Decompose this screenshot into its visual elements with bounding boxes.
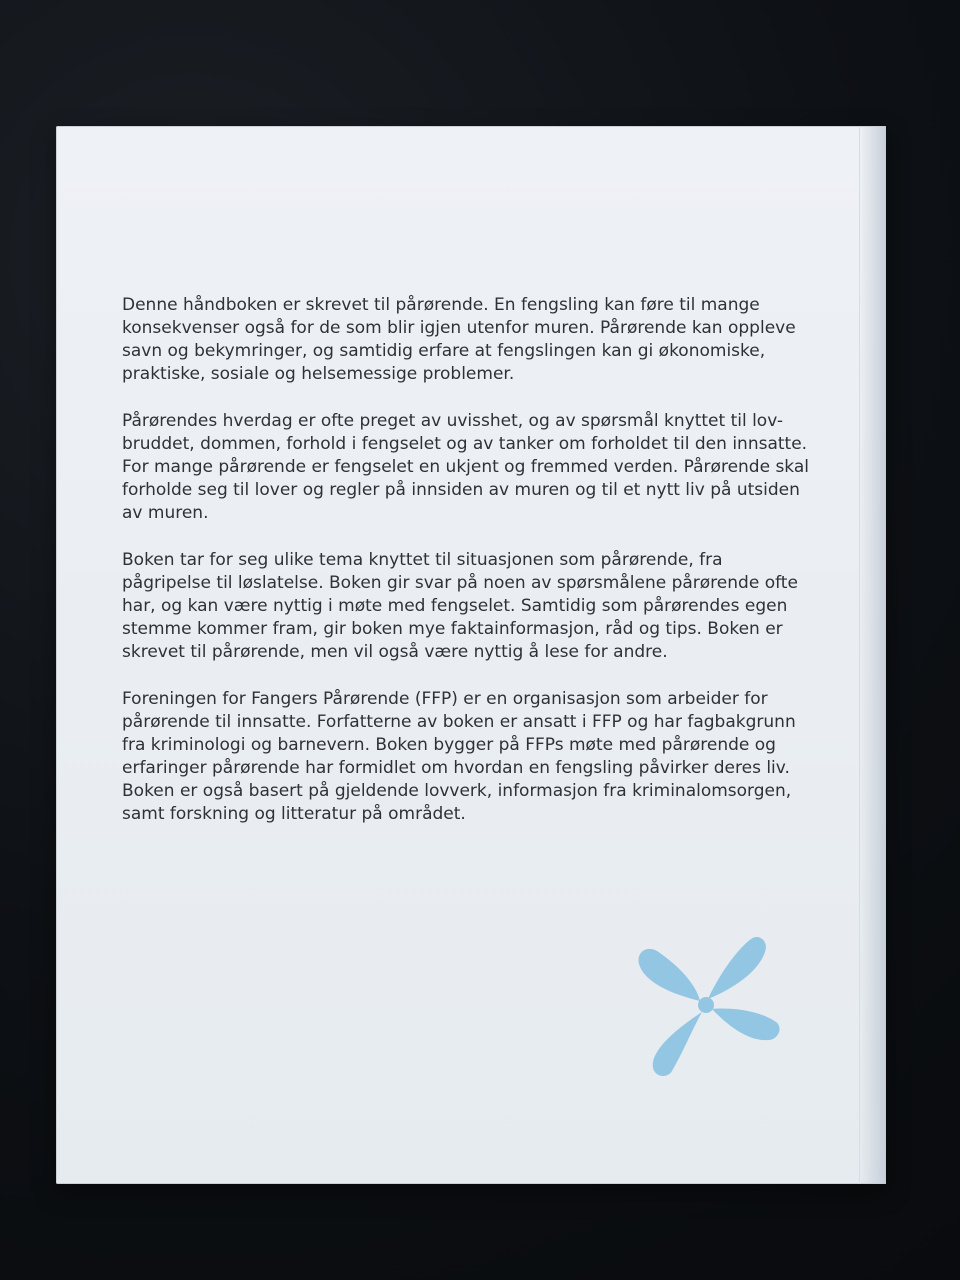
paragraph-1: Denne håndboken er skrevet til pårørende. En fengsling kan føre til mange konsekvenser også for de som blir igjen utenfor muren. Pårørende kan oppleve savn og bekymringer, og samtidig erfare at fengslingen kan gi økonomiske, praktiske, sosiale og helsemessige problemer. bbox=[122, 295, 796, 384]
paragraph-3: Boken tar for seg ulike tema knyttet til situasjonen som pårørende, fra pågripelse til løslatelse. Boken gir svar på noen av spørsmålene pårørende ofte har, og kan være nyttig i møte med fengselet. Samtidig som pårørendes egen stemme kommer fram, gir boken mye faktainformasjon, råd og tips. Boken er skrevet til pårørende, men vil også være nyttig å lese for andre. bbox=[122, 550, 798, 662]
paragraph-4: Foreningen for Fangers Pårørende (FFP) er en organisasjon som arbeider for pårørende til innsatte. Forfatterne av boken er ansatt i FFP og har fagbakgrunn fra kriminologi og barnevern. Boken bygger på FFPs møte med pårørende og erfaringer pårørende har formidlet om hvordan en fengsling påvirker deres liv. Boken er også basert på gjeldende lovverk, informasjon fra kriminalomsorgen, samt forskning og litteratur på området. bbox=[122, 689, 796, 824]
book-back-cover bbox=[56, 126, 886, 1184]
paragraph-2: Pårørendes hverdag er ofte preget av uvisshet, og av spørsmål knyttet til lov-bruddet, dommen, forhold i fengselet og av tanker om forholdet til den innsatte. For mange pårørende er fengselet en ukjent og fremmed verden. Pårørende skal forholde seg til lover og regler på innsiden av muren og til et nytt liv på utsiden av muren. bbox=[122, 411, 809, 523]
flower-logo-icon bbox=[626, 921, 786, 1081]
back-cover-text bbox=[122, 294, 814, 850]
